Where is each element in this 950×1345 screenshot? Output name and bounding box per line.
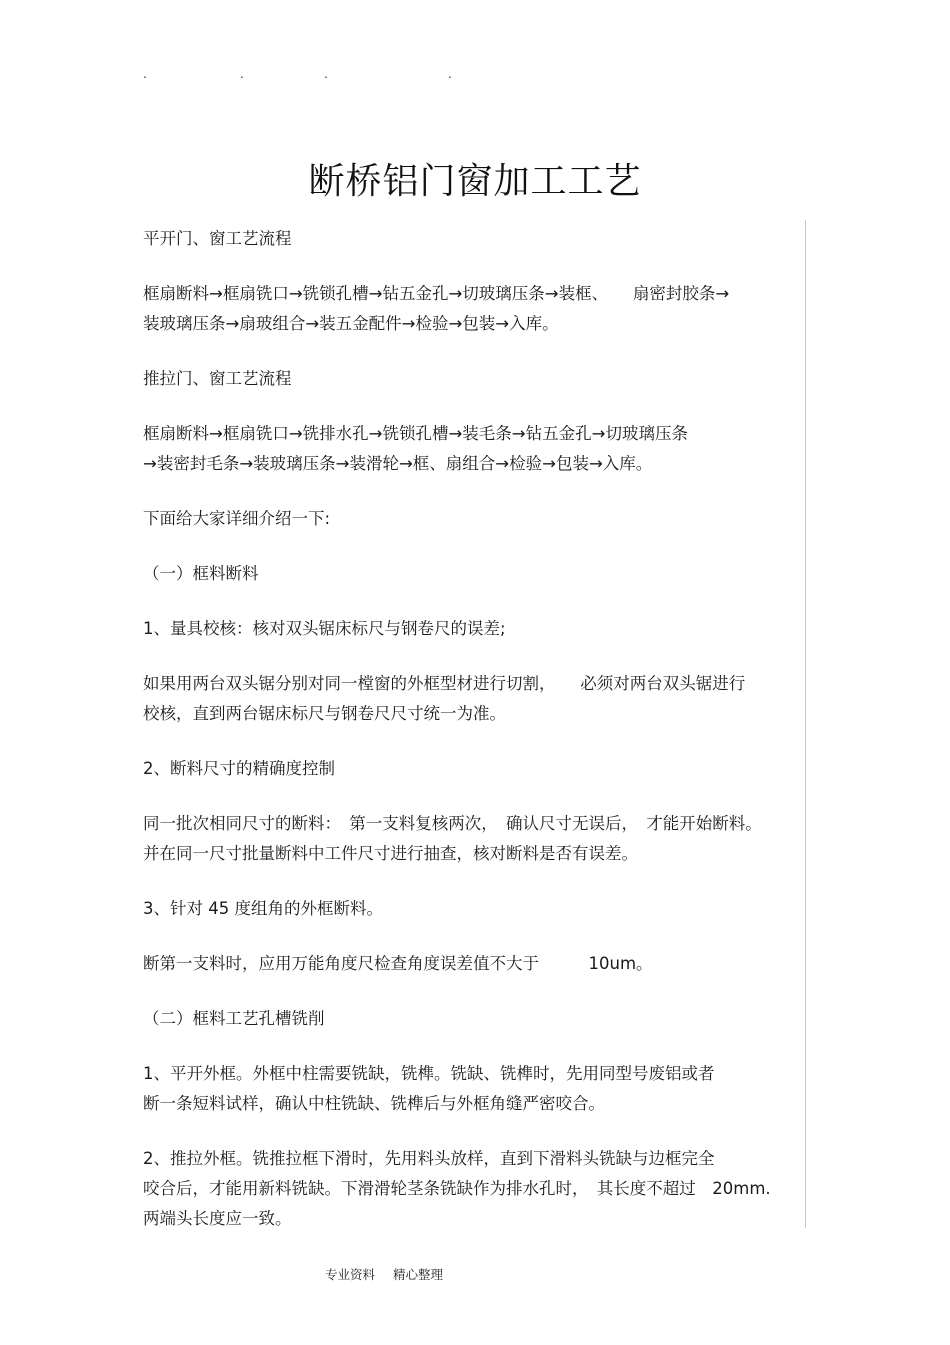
paragraph bbox=[143, 1059, 811, 1119]
paragraph-line: 同一批次相同尺寸的断料： 第一支料复核两次， 确认尺寸无误后， 才能开始断料。 bbox=[143, 814, 762, 833]
header-dot: . bbox=[240, 67, 244, 81]
paragraph bbox=[143, 364, 811, 394]
paragraph-line: 下面给大家详细介绍一下: bbox=[143, 509, 331, 528]
paragraph-line: 校核，直到两台锯床标尺与钢卷尺尺寸统一为准。 bbox=[143, 704, 506, 723]
paragraph-line: 咬合后，才能用新料铣缺。下滑滑轮茎条铣缺作为排水孔时， 其长度不超过 20mm. bbox=[143, 1179, 771, 1198]
document-body bbox=[143, 224, 811, 1259]
page-footer bbox=[325, 1266, 443, 1284]
paragraph bbox=[143, 279, 811, 339]
paragraph-line: 框扇断料→框扇铣口→铣锁孔槽→钻五金孔→切玻璃压条→装框、 扇密封胶条→ bbox=[143, 284, 730, 303]
paragraph bbox=[143, 419, 811, 479]
paragraph-line: 1、量具校核：核对双头锯床标尺与钢卷尺的误差; bbox=[143, 619, 506, 638]
paragraph-line: 1、平开外框。外框中柱需要铣缺，铣榫。铣缺、铣榫时，先用同型号废铝或者 bbox=[143, 1064, 715, 1083]
footer-label-left: 专业资料 bbox=[325, 1267, 376, 1282]
paragraph-line: 两端头长度应一致。 bbox=[143, 1209, 292, 1228]
paragraph bbox=[143, 614, 811, 644]
paragraph bbox=[143, 1004, 811, 1034]
page-title: 断桥铝门窗加工工艺 bbox=[308, 161, 642, 203]
paragraph-line: 断第一支料时，应用万能角度尺检查角度误差值不大于 10um。 bbox=[143, 954, 653, 973]
header-dot: . bbox=[448, 67, 452, 81]
paragraph-line: （二）框料工艺孔槽铣削 bbox=[143, 1009, 325, 1028]
header-dot: . bbox=[324, 67, 328, 81]
footer-label-right: 精心整理 bbox=[393, 1267, 444, 1282]
paragraph-line: 平开门、窗工艺流程 bbox=[143, 229, 292, 248]
paragraph bbox=[143, 754, 811, 784]
paragraph bbox=[143, 559, 811, 589]
header-dot: . bbox=[143, 67, 147, 81]
paragraph-line: 2、断料尺寸的精确度控制 bbox=[143, 759, 335, 778]
paragraph bbox=[143, 949, 811, 979]
header-dots bbox=[143, 66, 463, 82]
paragraph bbox=[143, 669, 811, 729]
paragraph-line: 推拉门、窗工艺流程 bbox=[143, 369, 292, 388]
paragraph-line: 断一条短料试样，确认中柱铣缺、铣榫后与外框角缝严密咬合。 bbox=[143, 1094, 605, 1113]
paragraph bbox=[143, 504, 811, 534]
paragraph-line: 装玻璃压条→扇玻组合→装五金配件→检验→包装→入库。 bbox=[143, 314, 559, 333]
paragraph bbox=[143, 894, 811, 924]
paragraph bbox=[143, 809, 811, 869]
paragraph-line: →装密封毛条→装玻璃压条→装滑轮→框、扇组合→检验→包装→入库。 bbox=[143, 454, 653, 473]
paragraph-line: 并在同一尺寸批量断料中工件尺寸进行抽查，核对断料是否有误差。 bbox=[143, 844, 638, 863]
paragraph-line: 2、推拉外框。铣推拉框下滑时，先用料头放样，直到下滑料头铣缺与边框完全 bbox=[143, 1149, 715, 1168]
paragraph-line: 如果用两台双头锯分别对同一樘窗的外框型材进行切割， 必须对两台双头锯进行 bbox=[143, 674, 746, 693]
paragraph bbox=[143, 224, 811, 254]
paragraph-line: 3、针对 45 度组角的外框断料。 bbox=[143, 899, 383, 918]
paragraph-line: （一）框料断料 bbox=[143, 564, 259, 583]
paragraph bbox=[143, 1144, 811, 1234]
paragraph-line: 框扇断料→框扇铣口→铣排水孔→铣锁孔槽→装毛条→钻五金孔→切玻璃压条 bbox=[143, 424, 688, 443]
